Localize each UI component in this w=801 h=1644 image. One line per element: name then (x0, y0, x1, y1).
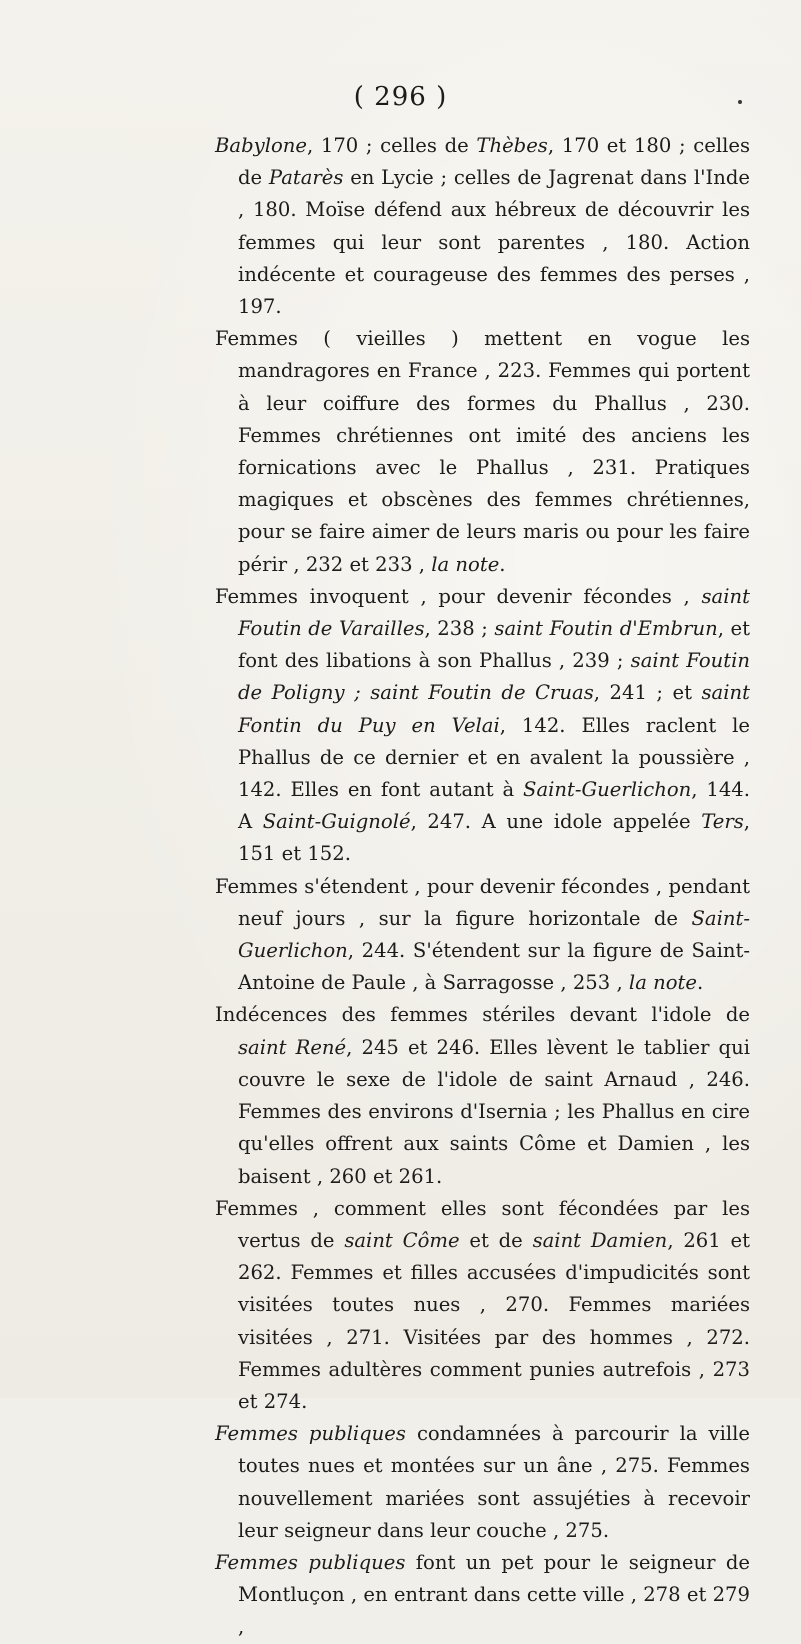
entry-text: . (696, 971, 704, 995)
entry-text: , 170 ; celles de (306, 134, 477, 157)
entry-text: Femmes s'étendent , pour devenir fécondes , pendant neuf jours , sur la figure horizontale de (215, 874, 750, 930)
italic-term: saint Foutin de Poligny ; saint Foutin de Cruas (238, 649, 750, 705)
italic-term: Saint-Guignolé (262, 810, 411, 834)
entry-text: font un pet pour le seigneur de Montluçon , en entrant dans cette ville , 278 et 279 , (238, 1550, 750, 1639)
italic-term: Ters (701, 810, 744, 834)
italic-term: la note (431, 552, 500, 576)
italic-term: saint Foutin d'Embrun (494, 617, 718, 641)
italic-term: la note (628, 971, 697, 995)
italic-term: saint Damien (532, 1228, 668, 1252)
entry-text: , 244. S'étendent sur la figure de Saint-Antoine de Paule , à Sarragosse , 253 , (238, 939, 750, 995)
entry-text: , 170 et 180 ; celles de (238, 134, 750, 190)
entry-text: Femmes , comment elles sont fécondées par les vertus de (215, 1196, 750, 1252)
entry-text: en Lycie ; celles de Jagrenat dans l'Inde , 180. Moïse défend aux hébreux de découvrir les femmes qui leur sont parentes , 180. Action indécente et courageuse des femmes des perses , 197. (238, 166, 750, 319)
entry-text: , 245 et 246. Elles lèvent le tablier qui couvre le sexe de l'idole de saint Arnaud , 246. Femmes des environs d'Isernia ; les Phallus en cire qu'elles offrent aux saints Côme et Damien , les baisent , 260 et 261. (238, 1035, 750, 1188)
italic-term: Saint-Guerlichon (523, 778, 692, 802)
entry-text: , 261 et 262. Femmes et filles accusées d'impudicités sont visitées toutes nues , 270. Femmes mariées visitées , 271. Visitées par des hommes , 272. Femmes adultères comment punies autrefois , 273 et 274. (238, 1228, 750, 1413)
entry-text: Femmes invoquent , pour devenir fécondes , (215, 584, 702, 608)
italic-term: saint Côme (344, 1228, 460, 1252)
entry-text: , 144. A (238, 778, 750, 834)
index-entry (215, 999, 750, 1192)
index-entry (215, 130, 750, 323)
index-entry (215, 581, 750, 871)
entry-text: Femmes ( vieilles ) mettent en vogue les mandragores en France , 223. Femmes qui portent à leur coiffure des formes du Phallus , 230. Femmes chrétiennes ont imité des anciens les fornications avec le Phallus , 231. Pratiques magiques et obscènes des femmes chrétiennes, pour se faire aimer de leurs maris ou pour les faire périr , 232 et 233 , (215, 327, 750, 576)
index-text (215, 130, 750, 1644)
entry-text: , 238 ; (424, 617, 495, 641)
italic-term: Thèbes (476, 134, 548, 157)
entry-text: , 142. Elles raclent le Phallus de ce dernier et en avalent la poussière , 142. Elles en font autant à (238, 713, 750, 802)
italic-term: Patarès (268, 166, 344, 190)
italic-term: Babylone (215, 134, 307, 157)
italic-term: Femmes publiques (215, 1422, 406, 1446)
italic-term: saint René (238, 1035, 347, 1059)
page-number: ( 296 ) (353, 82, 448, 112)
index-entry (215, 871, 750, 1000)
italic-term: Femmes publiques (215, 1550, 406, 1574)
index-entry (215, 1547, 750, 1644)
entry-text: , 151 et 152. (238, 810, 750, 866)
entry-text: , 247. A une idole appelée (410, 810, 702, 834)
entry-text: . (499, 552, 506, 576)
index-entry (215, 323, 750, 581)
index-entry (215, 1418, 750, 1547)
italic-term: saint Foutin de Varailles (238, 584, 750, 641)
index-entry (215, 1193, 750, 1418)
entry-text: , et font des libations à son Phallus , 239 ; (238, 617, 750, 673)
entry-text: Indécences des femmes stériles devant l'idole de (215, 1003, 750, 1027)
entry-text: , 241 ; et (593, 681, 702, 705)
italic-term: saint Fontin du Puy en Velai (238, 681, 750, 737)
entry-text: et de (459, 1228, 533, 1252)
italic-term: Saint-Guerlichon (238, 906, 750, 963)
entry-text: condamnées à parcourir la ville toutes nues et montées sur un âne , 275. Femmes nouvellement mariées sont assujéties à recevoir leur seigneur dans leur couche , 275. (238, 1422, 750, 1542)
